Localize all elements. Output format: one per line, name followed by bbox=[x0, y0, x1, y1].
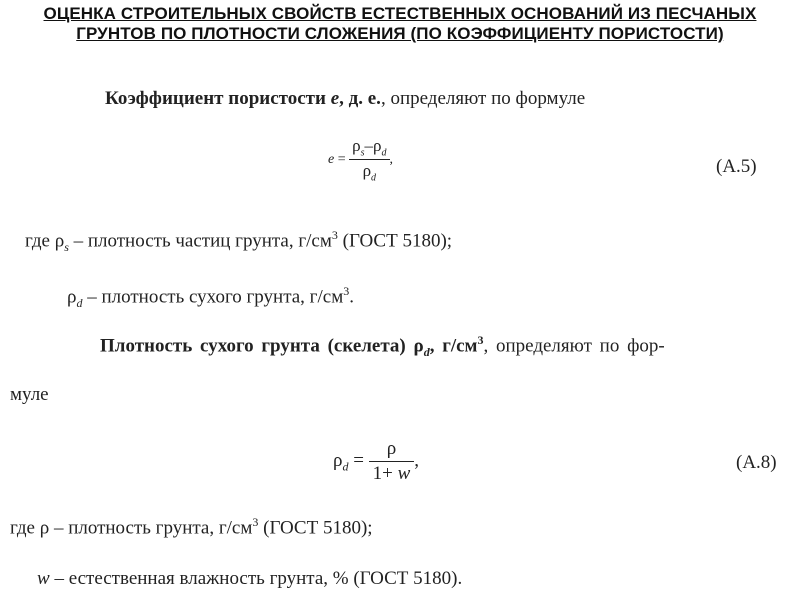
formula-dry-density bbox=[333, 438, 419, 485]
def3-sup: 3 bbox=[252, 515, 259, 529]
definition-rho-d bbox=[67, 284, 354, 311]
definition-w bbox=[37, 568, 462, 590]
intro-paragraph-continuation: муле bbox=[10, 384, 49, 405]
num-minus: – bbox=[364, 136, 374, 155]
formula-comma: , bbox=[389, 152, 393, 168]
intro-paragraph-dry-density bbox=[100, 333, 665, 360]
def3-tail: (ГОСТ 5180); bbox=[258, 517, 373, 539]
def3-text: – плотность грунта, г/см bbox=[49, 517, 253, 539]
f2-numerator: ρ bbox=[369, 438, 414, 462]
def2-sup: 3 bbox=[343, 284, 350, 298]
equation-number-a5: (А.5) bbox=[716, 156, 757, 177]
formula-fraction bbox=[349, 136, 389, 184]
formula-porosity bbox=[328, 136, 393, 184]
def4-w: w bbox=[37, 568, 50, 589]
f2-eq: = bbox=[348, 449, 369, 471]
def4-text: – естественная влажность грунта, % (ГОСТ 5180). bbox=[49, 568, 463, 589]
def1-text: – плотность частиц грунта, г/см bbox=[68, 230, 332, 252]
intro2-sup: 3 bbox=[477, 333, 484, 347]
intro-paragraph-porosity bbox=[105, 88, 585, 110]
den-sub-d: d bbox=[371, 172, 377, 184]
f2-lhs-rho: ρ bbox=[333, 449, 343, 471]
f2-den-w: w bbox=[397, 463, 411, 484]
f2-lhs-sub: d bbox=[342, 459, 349, 474]
num-sub-s: s bbox=[360, 147, 365, 159]
f2-denominator bbox=[370, 462, 414, 485]
num-rho-d: ρ bbox=[373, 136, 382, 155]
f2-den-a: 1+ bbox=[372, 463, 398, 484]
intro2-rest: , определяют по фор- bbox=[483, 335, 665, 357]
intro2-sub: d bbox=[423, 345, 430, 360]
def1-sub: s bbox=[64, 240, 69, 255]
definition-rho bbox=[10, 515, 373, 539]
def2-text: – плотность сухого грунта, г/см bbox=[82, 286, 344, 308]
def1-prefix: где bbox=[25, 230, 55, 252]
intro2-bold: Плотность сухого грунта (скелета) bbox=[100, 335, 414, 357]
intro-bold-b: , д. е. bbox=[339, 88, 381, 109]
def3-prefix: где bbox=[10, 517, 40, 539]
num-sub-d: d bbox=[381, 147, 387, 159]
formula-lhs-e: e bbox=[328, 152, 335, 168]
den-rho-d: ρ bbox=[362, 161, 372, 181]
intro-bold-a: Коэффициент пористости bbox=[105, 88, 331, 109]
formula-denominator bbox=[360, 160, 379, 183]
f2-comma: , bbox=[414, 449, 419, 471]
num-rho-s: ρ bbox=[352, 136, 361, 155]
intro2-rho: ρ bbox=[413, 335, 424, 357]
def1-sup: 3 bbox=[331, 228, 338, 242]
f2-fraction bbox=[369, 438, 414, 485]
def1-tail: (ГОСТ 5180); bbox=[337, 230, 453, 252]
def2-rho: ρ bbox=[67, 286, 77, 308]
intro-rest: , определяют по формуле bbox=[380, 88, 586, 109]
definition-rho-s bbox=[25, 228, 452, 255]
formula-numerator bbox=[349, 136, 389, 160]
def2-tail: . bbox=[349, 286, 354, 308]
slide-title: ОЦЕНКА СТРОИТЕЛЬНЫХ СВОЙСТВ ЕСТЕСТВЕННЫХ ОСНОВАНИЙ ИЗ ПЕСЧАНЫХ ГРУНТОВ ПО ПЛОТНОСТИ СЛОЖЕНИЯ (ПО КОЭФФИЦИЕНТУ ПОРИСТОСТИ) bbox=[43, 4, 757, 43]
def1-rho: ρ bbox=[54, 230, 65, 252]
intro2-unit: , г/см bbox=[429, 335, 478, 357]
formula-eq-sign: = bbox=[337, 152, 346, 168]
intro-var-e: e bbox=[330, 88, 340, 109]
def3-rho: ρ bbox=[39, 517, 50, 539]
def2-sub: d bbox=[76, 296, 83, 311]
equation-number-a8: (А.8) bbox=[736, 452, 777, 473]
